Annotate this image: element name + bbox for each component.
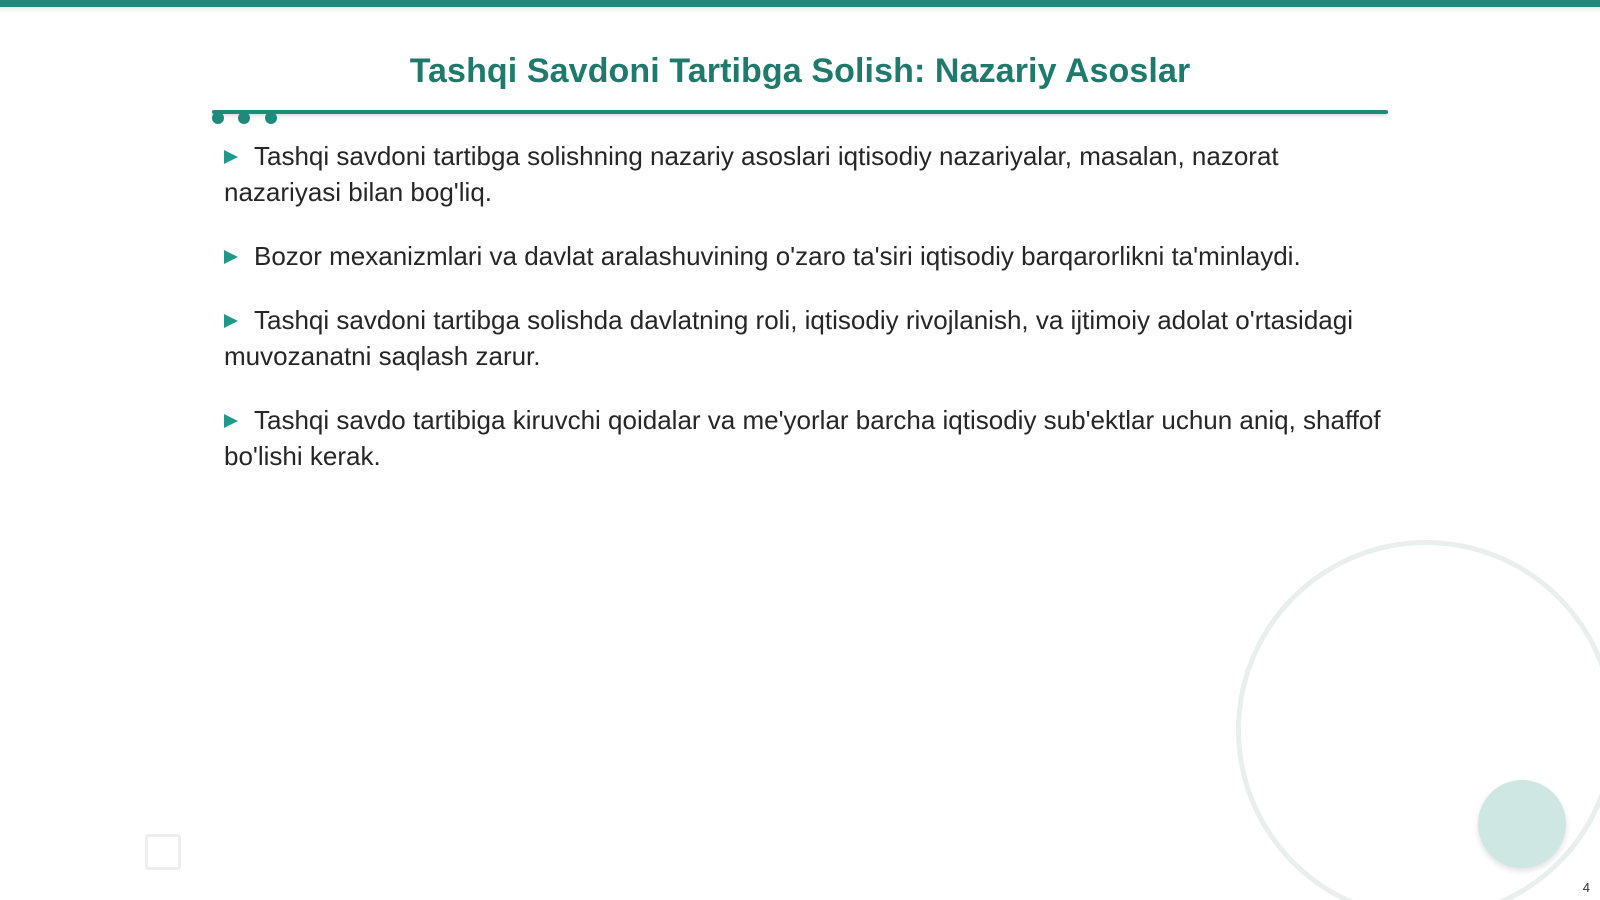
- decor-circle: [1478, 780, 1566, 868]
- top-bar-shadow: [0, 7, 1600, 13]
- triangle-right-icon: [224, 414, 238, 428]
- decor-dot: [212, 112, 224, 124]
- triangle-right-icon: [224, 314, 238, 328]
- bullet-text: Tashqi savdo tartibiga kiruvchi qoidalar va me'yorlar barcha iqtisodiy sub'ektlar uchun aniq, shaffof bo'lishi kerak.: [224, 405, 1381, 471]
- bullet-list: [224, 138, 1384, 502]
- decor-square: [145, 834, 181, 870]
- top-accent-bar: [0, 0, 1600, 7]
- bullet-item: [224, 238, 1384, 274]
- triangle-right-icon: [224, 150, 238, 164]
- bullet-item: [224, 138, 1384, 210]
- page-number: 4: [1582, 880, 1590, 895]
- triangle-right-icon: [224, 250, 238, 264]
- slide-title: Tashqi Savdoni Tartibga Solish: Nazariy Asoslar: [409, 52, 1191, 90]
- decor-dot: [238, 112, 250, 124]
- title-underline: [212, 110, 1388, 114]
- bullet-text: Tashqi savdoni tartibga solishda davlatning roli, iqtisodiy rivojlanish, va ijtimoiy adolat o'rtasidagi muvozanatni saqlash zarur.: [224, 305, 1353, 371]
- bullet-item: [224, 402, 1384, 474]
- decor-dot: [265, 112, 277, 124]
- bullet-item: [224, 302, 1384, 374]
- bullet-text: Tashqi savdoni tartibga solishning nazariy asoslari iqtisodiy nazariyalar, masalan, nazorat nazariyasi bilan bog'liq.: [224, 141, 1279, 207]
- bullet-text: Bozor mexanizmlari va davlat aralashuvining o'zaro ta'siri iqtisodiy barqarorlikni ta'minlaydi.: [254, 241, 1301, 271]
